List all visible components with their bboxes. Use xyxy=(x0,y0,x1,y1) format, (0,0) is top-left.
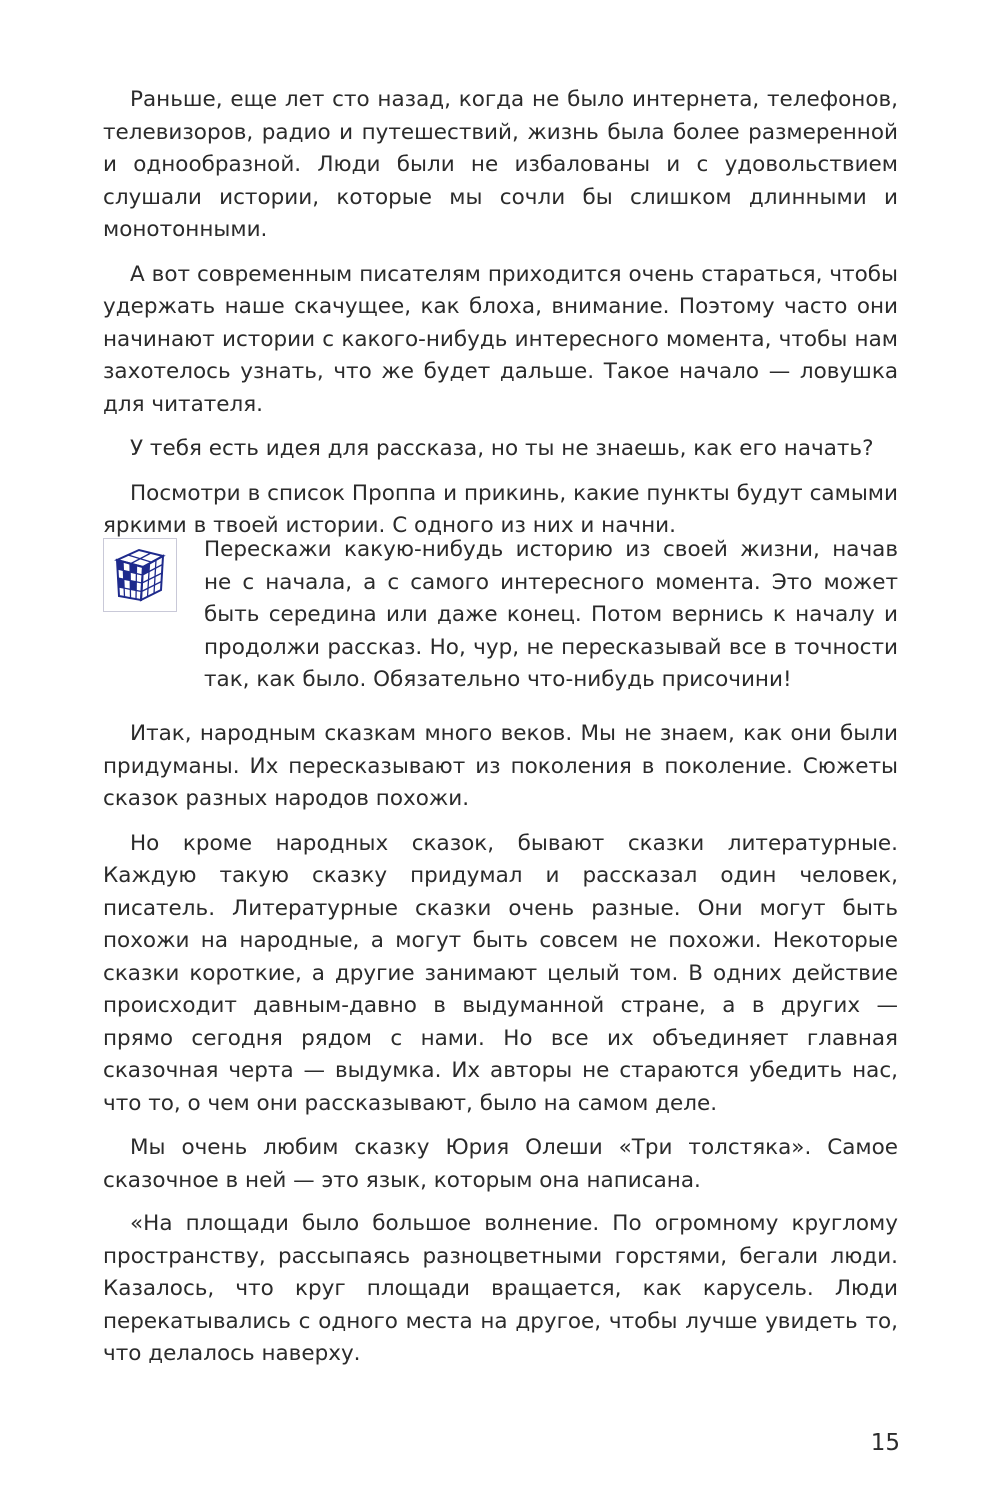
main-text xyxy=(103,718,898,1209)
paragraph: Раньше, еще лет сто назад, когда не было интернета, телефонов, телевизоров, радио и путешествий, жизнь была более размеренной и однообразной. Люди были не избалованы и с удовольствием слушали истории, которые мы сочли бы слишком длинными и монотонными. xyxy=(103,87,898,242)
quote-text xyxy=(103,1208,898,1383)
paragraph: Итак, народным сказкам много веков. Мы не знаем, как они были придуманы. Их пересказывают из поколения в поколение. Сюжеты сказок разных народов похожи. xyxy=(103,721,898,811)
paragraph: Мы очень любим сказку Юрия Олеши «Три толстяка». Самое сказочное в ней — это язык, которым она написана. xyxy=(103,1135,898,1193)
cube-grid-icon xyxy=(103,538,177,612)
exercise-text: Перескажи какую-нибудь историю из своей жизни, начав не с начала, а с самого интересного момента. Это может быть середина или даже конец. Потом вернись к началу и продолжи рассказ. Но, чур, не пересказывай все в точности так, как было. Обязательно что-нибудь присочини! xyxy=(204,537,898,692)
paragraph: У тебя есть идея для рассказа, но ты не знаешь, как его начать? xyxy=(130,436,874,461)
page-number: 15 xyxy=(870,1430,900,1456)
quote-paragraph: «На площади было большое волнение. По огромному круглому пространству, рассыпаясь разноцветными горстями, бегали люди. Казалось, что круг площади вращается, как карусель. Люди перекатывались с одного места на другое, чтобы лучше увидеть то, что делалось наверху. xyxy=(103,1211,898,1366)
paragraph: Посмотри в список Проппа и прикинь, какие пункты будут самыми яркими в твоей истории. С одного из них и начни. xyxy=(103,480,898,538)
cube-grid-svg xyxy=(109,544,171,606)
paragraph: Но кроме народных сказок, бывают сказки литературные. Каждую такую сказку придумал и рассказал один человек, писатель. Литературные сказки очень разные. Они могут быть похожи на народные, а могут быть совсем не похожи. Некоторые сказки короткие, а другие занимают целый том. В одних действие происходит давным-давно в выдуманной стране, а в других — прямо сегодня рядом с нами. Но все их объединяет главная сказочная черта — выдумка. Их авторы не стараются убедить нас, что то, о чем они рассказывают, было на самом деле. xyxy=(103,830,898,1116)
intro-text xyxy=(103,84,898,555)
exercise-box xyxy=(103,534,898,704)
paragraph: А вот современным писателям приходится очень стараться, чтобы удержать наше скачущее, как блоха, внимание. Поэтому часто они начинают истории с какого-нибудь интересного момента, чтобы нам захотелось узнать, что же будет дальше. Такое начало — ловушка для читателя. xyxy=(103,261,898,417)
